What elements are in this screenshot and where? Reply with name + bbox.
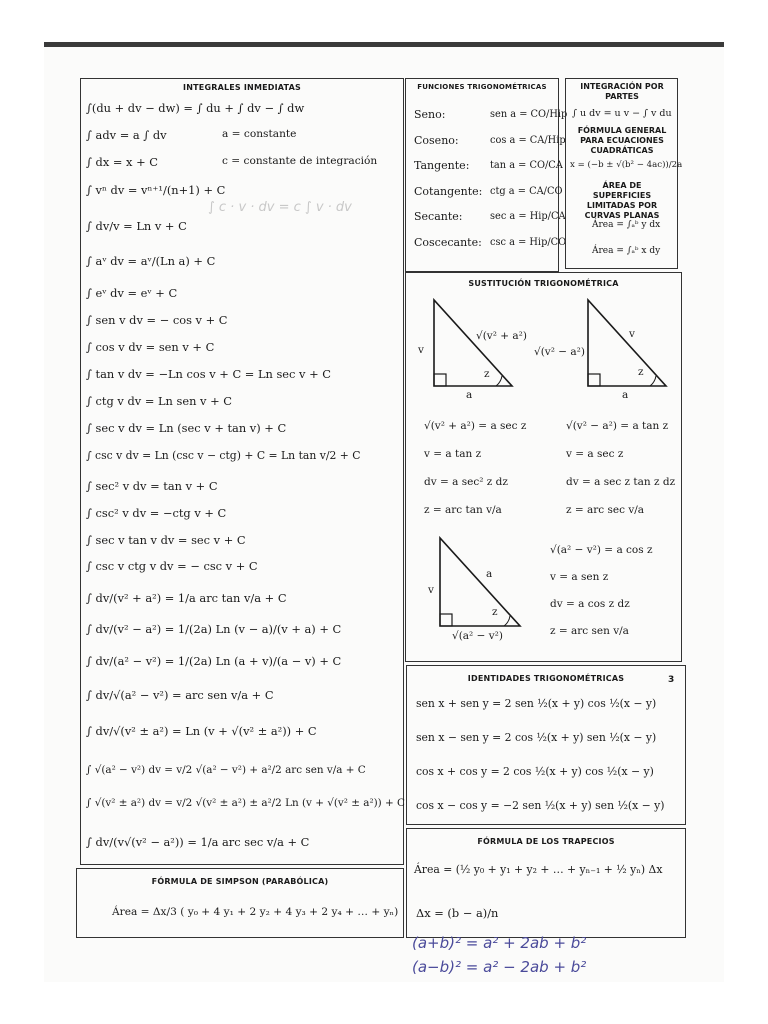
integral-formula: ∫ sen v dv = − cos v + C [86, 313, 228, 327]
integral-note: a = constante [222, 128, 297, 140]
substitution-formula: dv = a cos z dz [550, 598, 630, 610]
integral-formula: ∫ ctg v dv = Ln sen v + C [86, 394, 232, 408]
identity-formula: cos x + cos y = 2 cos ½(x + y) cos ½(x − y) [416, 765, 654, 778]
trig-function-formula: sec a = Hip/CA [490, 211, 566, 222]
trapecios-area: Área = (½ y₀ + y₁ + y₂ + … + yₙ₋₁ + ½ yₙ) Δx [414, 863, 663, 876]
tri1-hyp: √(v² + a²) [476, 330, 527, 342]
integral-formula: ∫ sec v tan v dv = sec v + C [86, 533, 246, 547]
partes-box [565, 78, 678, 269]
tri2-z: z [638, 366, 644, 378]
substitution-formula: √(v² + a²) = a sec z [424, 420, 527, 432]
integral-formula: ∫ dv/(v√(v² − a²)) = 1/a arc sec v/a + C [86, 835, 310, 849]
integral-formula: ∫ dv/(a² − v²) = 1/(2a) Ln (a + v)/(a − v) + C [86, 654, 342, 668]
trig-function-name: Cotangente: [414, 184, 483, 198]
trig-function-name: Coseno: [414, 133, 459, 147]
integral-formula: ∫ aᵛ dv = aᵛ/(Ln a) + C [86, 254, 216, 268]
tri3-hyp: a [486, 568, 493, 580]
integral-formula: ∫ eᵛ dv = eᵛ + C [86, 286, 178, 300]
integral-formula: ∫ cos v dv = sen v + C [86, 340, 215, 354]
tri1-a: a [466, 389, 473, 401]
simpson-area: Área = Δx/3 ( y₀ + 4 y₁ + 2 y₂ + 4 y₃ + 2 y₄ + … + yₙ) [112, 906, 399, 918]
sustitucion-title: SUSTITUCIÓN TRIGONOMÉTRICA [468, 279, 619, 288]
integral-formula: ∫ csc v ctg v dv = − csc v + C [86, 559, 258, 573]
trig-function-name: Tangente: [414, 159, 470, 172]
integral-formula: ∫ dv/√(v² ± a²) = Ln (v + √(v² ± a²)) + C [86, 724, 317, 738]
substitution-formula: z = arc tan v/a [424, 504, 502, 516]
tri3-v: v [428, 584, 434, 596]
integral-formula: ∫ √(v² ± a²) dv = v/2 √(v² ± a²) ± a²/2 Ln (v + √(v² ± a²)) + C [86, 797, 405, 809]
substitution-formula: v = a sec z [566, 448, 624, 460]
identidades-title: IDENTIDADES TRIGONOMÉTRICAS [467, 674, 625, 683]
tri2-hyp: √(v² − a²) [534, 346, 585, 358]
integral-formula: ∫(du + dv − dw) = ∫ du + ∫ dv − ∫ dw [86, 101, 305, 115]
substitution-formula: v = a tan z [424, 448, 482, 460]
integral-formula: ∫ dv/(v² + a²) = 1/a arc tan v/a + C [86, 591, 287, 605]
trig-function-formula: cos a = CA/Hip [490, 134, 566, 146]
integral-formula: ∫ √(a² − v²) dv = v/2 √(a² − v²) + a²/2 arc sen v/a + C [86, 764, 366, 776]
cuadratica-title: FÓRMULA GENERAL PARA ECUACIONES CUADRÁTICAS [577, 126, 667, 155]
integral-formula: ∫ sec v dv = Ln (sec v + tan v) + C [86, 421, 287, 435]
integral-formula: ∫ csc v dv = Ln (csc v − ctg) + C = Ln tan v/2 + C [86, 449, 361, 462]
substitution-formula: √(v² − a²) = a tan z [566, 420, 669, 432]
integral-formula: ∫ vⁿ dv = vⁿ⁺¹/(n+1) + C [86, 183, 226, 197]
cuadratica-formula: x = (−b ± √(b² − 4ac))/2a [570, 160, 683, 170]
trig-function-formula: sen a = CO/Hip [490, 109, 568, 120]
identity-formula: sen x + sen y = 2 sen ½(x + y) cos ½(x − y) [416, 697, 657, 710]
handwritten-line-2: (a−b)² = a² − 2ab + b² [412, 958, 587, 976]
identity-formula: cos x − cos y = −2 sen ½(x + y) sen ½(x − y) [416, 799, 665, 812]
handwritten-line-1: (a+b)² = a² + 2ab + b² [412, 934, 587, 952]
integral-formula: ∫ sec² v dv = tan v + C [86, 479, 218, 493]
tri3-base: √(a² − v²) [452, 630, 503, 642]
substitution-formula: z = arc sen v/a [550, 625, 629, 637]
area-dx-formula: Área = ∫ₐᵇ y dx [592, 220, 661, 230]
page-number: 3 [668, 675, 675, 685]
substitution-formula: v = a sen z [550, 571, 609, 583]
identity-formula: sen x − sen y = 2 cos ½(x + y) sen ½(x − y) [416, 731, 657, 744]
trapecios-title: FÓRMULA DE LOS TRAPECIOS [477, 837, 615, 846]
area-dy-formula: Área = ∫ₐᵇ x dy [592, 246, 661, 256]
partes-title: INTEGRACIÓN POR PARTES [580, 82, 664, 101]
partes-formula: ∫ u dv = u v − ∫ v du [572, 108, 672, 119]
substitution-formula: √(a² − v²) = a cos z [550, 544, 653, 556]
trig-function-formula: csc a = Hip/CO [490, 236, 567, 248]
simpson-title: FÓRMULA DE SIMPSON (PARABÓLICA) [151, 877, 329, 886]
triangle-1 [416, 290, 526, 400]
tri1-z: z [484, 368, 490, 380]
tri2-v: v [629, 328, 635, 340]
funciones-title: FUNCIONES TRIGONOMÉTRICAS [417, 83, 547, 91]
triangle-3 [424, 530, 534, 640]
tri1-v: v [418, 344, 424, 356]
substitution-formula: dv = a sec² z dz [424, 476, 508, 488]
integrales-title: INTEGRALES INMEDIATAS [183, 83, 301, 92]
integral-note: c = constante de integración [222, 155, 378, 167]
trapecios-box [406, 828, 686, 938]
trig-function-name: Coscecante: [414, 235, 482, 249]
integral-formula: ∫ dx = x + C [86, 155, 158, 169]
trig-function-formula: ctg a = CA/CO [490, 185, 563, 197]
area-curvas-title: ÁREA DE SUPERFICIES LIMITADAS POR CURVAS PLANAS [584, 181, 660, 220]
trig-function-name: Seno: [414, 108, 446, 121]
substitution-formula: dv = a sec z tan z dz [566, 476, 676, 488]
faint-handwriting: ∫ c · v · dv = c ∫ v · dv [208, 200, 352, 215]
simpson-box [76, 868, 404, 938]
integral-formula: ∫ dv/(v² − a²) = 1/(2a) Ln (v − a)/(v + a) + C [86, 622, 342, 636]
tri2-a: a [622, 389, 629, 401]
trig-function-name: Secante: [414, 210, 463, 223]
integral-formula: ∫ csc² v dv = −ctg v + C [86, 506, 227, 520]
trapecios-dx: Δx = (b − a)/n [416, 906, 499, 920]
substitution-formula: z = arc sec v/a [566, 504, 645, 516]
trig-function-formula: tan a = CO/CA [490, 160, 563, 171]
integral-formula: ∫ tan v dv = −Ln cos v + C = Ln sec v + C [86, 367, 331, 381]
triangle-2 [570, 290, 680, 400]
integral-formula: ∫ adv = a ∫ dv [86, 128, 167, 142]
integral-formula: ∫ dv/v = Ln v + C [86, 219, 187, 233]
tri3-z: z [492, 606, 498, 618]
integral-formula: ∫ dv/√(a² − v²) = arc sen v/a + C [86, 688, 274, 702]
